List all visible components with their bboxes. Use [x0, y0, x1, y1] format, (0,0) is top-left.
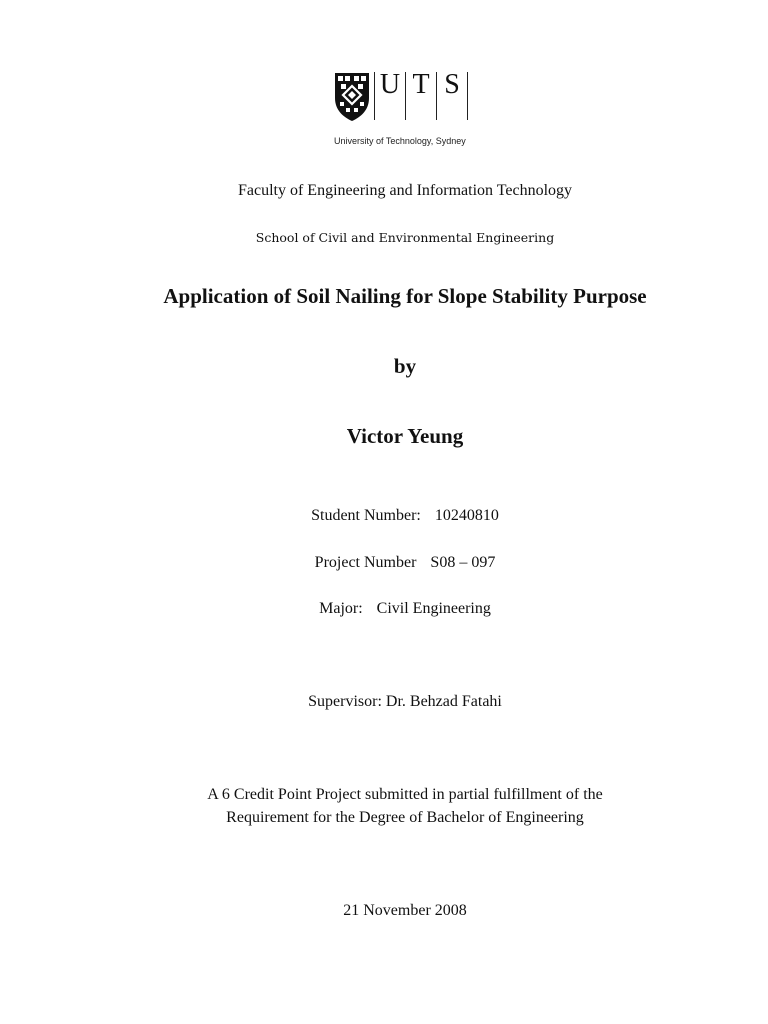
student-number-row	[0, 507, 768, 525]
submission-date: 21 November 2008	[343, 902, 467, 919]
logo-letter-s: S	[444, 69, 460, 100]
description-line-1: A 6 Credit Point Project submitted in partial fulfillment of the	[207, 786, 603, 803]
logo-divider	[467, 72, 468, 120]
student-number-value: 10240810	[434, 507, 499, 524]
uts-logo	[334, 70, 484, 150]
school-name: School of Civil and Environmental Engineering	[255, 230, 555, 245]
project-number-value: S08 – 097	[430, 554, 496, 571]
major-label: Major:	[319, 600, 363, 617]
faculty-name: Faculty of Engineering and Information Technology	[237, 182, 573, 199]
uts-shield-icon	[334, 72, 370, 122]
supervisor: Supervisor: Dr. Behzad Fatahi	[308, 693, 502, 710]
logo-letter-u: U	[379, 69, 401, 100]
description-line-2: Requirement for the Degree of Bachelor of Engineering	[226, 809, 584, 826]
project-number-label: Project Number	[314, 554, 417, 571]
project-number-row	[0, 554, 768, 572]
logo-letter-t: T	[412, 69, 430, 100]
major-value: Civil Engineering	[376, 600, 491, 617]
uts-wordmark	[374, 70, 468, 122]
document-title: Application of Soil Nailing for Slope Stability Purpose	[163, 284, 647, 308]
author-name: Victor Yeung	[346, 424, 464, 448]
major-row	[0, 600, 768, 618]
by-label: by	[393, 354, 417, 378]
logo-subtitle: University of Technology, Sydney	[334, 136, 466, 146]
student-number-label: Student Number:	[311, 507, 421, 524]
